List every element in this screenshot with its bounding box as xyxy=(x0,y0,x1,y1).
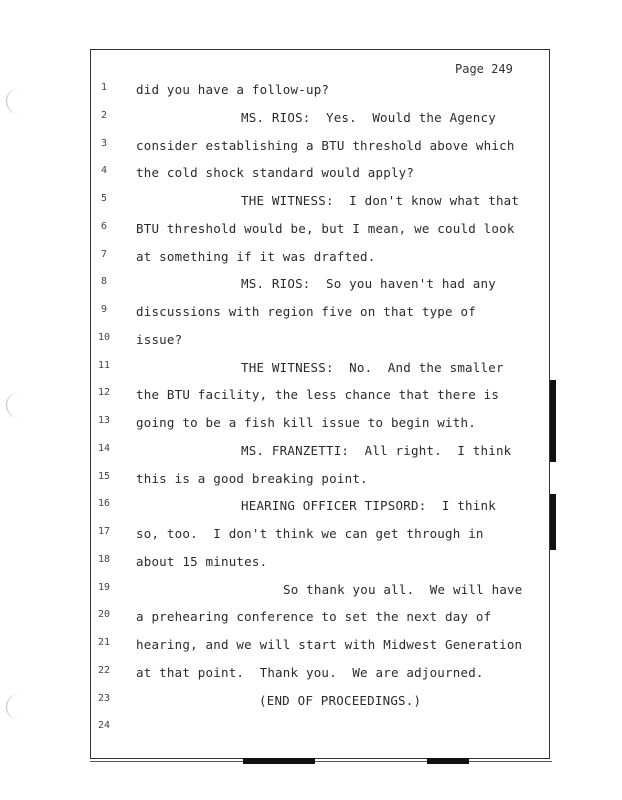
line-number: 24 xyxy=(97,720,111,732)
line-number: 14 xyxy=(97,442,111,454)
line-number: 9 xyxy=(100,304,108,315)
line-text: (END OF PROCEEDINGS.) xyxy=(259,692,422,708)
line-text: MS. FRANZETTI: All right. I think xyxy=(241,442,512,458)
scan-edge-mark xyxy=(243,758,315,764)
transcript-line xyxy=(0,471,622,491)
transcript-line xyxy=(0,415,622,435)
line-number: 1 xyxy=(100,82,108,93)
line-number: 5 xyxy=(100,193,108,204)
scan-edge-mark xyxy=(427,758,469,764)
transcript-line xyxy=(0,582,622,602)
line-number: 4 xyxy=(100,165,108,177)
transcript-line xyxy=(0,637,622,657)
line-text: so, too. I don't think we can get through in xyxy=(136,526,484,541)
transcript-line xyxy=(0,138,622,158)
transcript-line xyxy=(0,387,622,407)
line-number: 6 xyxy=(100,220,108,232)
line-number: 12 xyxy=(97,387,111,399)
transcript-line xyxy=(0,193,622,213)
transcript-line xyxy=(0,276,622,296)
line-number: 22 xyxy=(97,664,111,676)
transcript-line xyxy=(0,720,622,740)
transcript-line xyxy=(0,249,622,269)
line-text: MS. RIOS: Yes. Would the Agency xyxy=(241,109,496,125)
line-text: MS. RIOS: So you haven't had any xyxy=(241,276,496,292)
line-text: did you have a follow-up? xyxy=(136,82,330,97)
line-number: 8 xyxy=(100,276,108,288)
line-text: the cold shock standard would apply? xyxy=(136,165,415,181)
line-text: about 15 minutes. xyxy=(136,553,268,569)
line-text: BTU threshold would be, but I mean, we could look xyxy=(136,220,515,236)
line-text: So thank you all. We will have xyxy=(283,581,523,597)
line-number: 20 xyxy=(97,609,111,621)
line-number: 2 xyxy=(100,109,108,121)
line-number: 18 xyxy=(97,553,111,565)
line-text: discussions with region five on that type of xyxy=(136,304,476,319)
line-text: THE WITNESS: No. And the smaller xyxy=(241,359,504,375)
transcript-line xyxy=(0,221,622,241)
line-text: hearing, and we will start with Midwest Generation xyxy=(136,637,523,652)
line-number: 13 xyxy=(97,415,111,426)
page-number: Page 249 xyxy=(455,62,513,76)
line-number: 23 xyxy=(97,692,111,704)
line-number: 21 xyxy=(97,637,111,648)
page-bottom-rule xyxy=(90,761,552,762)
transcript-line xyxy=(0,82,622,102)
line-text: at that point. Thank you. We are adjourned. xyxy=(136,664,484,680)
transcript-line xyxy=(0,304,622,324)
line-number: 17 xyxy=(97,526,111,537)
transcript-line xyxy=(0,498,622,518)
line-number: 3 xyxy=(100,137,108,149)
line-text: consider establishing a BTU threshold above which xyxy=(136,137,515,153)
line-text: a prehearing conference to set the next day of xyxy=(136,609,492,625)
line-number: 11 xyxy=(97,359,111,371)
transcript-line xyxy=(0,665,622,685)
transcript-line xyxy=(0,693,622,713)
line-number: 16 xyxy=(97,498,111,510)
line-text: THE WITNESS: I don't know what that xyxy=(241,193,520,208)
line-number: 19 xyxy=(97,581,111,593)
line-text: the BTU facility, the less chance that there is xyxy=(136,387,500,403)
line-text: issue? xyxy=(136,331,183,347)
line-text: at something if it was drafted. xyxy=(136,248,376,264)
line-number: 10 xyxy=(97,331,111,343)
transcript-line xyxy=(0,526,622,546)
transcript-line xyxy=(0,609,622,629)
transcript-line xyxy=(0,110,622,130)
line-text: HEARING OFFICER TIPSORD: I think xyxy=(241,498,496,514)
transcript-line xyxy=(0,360,622,380)
line-text: going to be a fish kill issue to begin with. xyxy=(136,415,476,430)
line-number: 7 xyxy=(100,248,108,260)
line-number: 15 xyxy=(97,470,111,482)
transcript-line xyxy=(0,554,622,574)
line-text: this is a good breaking point. xyxy=(136,470,368,486)
transcript-line xyxy=(0,443,622,463)
transcript-line xyxy=(0,165,622,185)
transcript-line xyxy=(0,332,622,352)
